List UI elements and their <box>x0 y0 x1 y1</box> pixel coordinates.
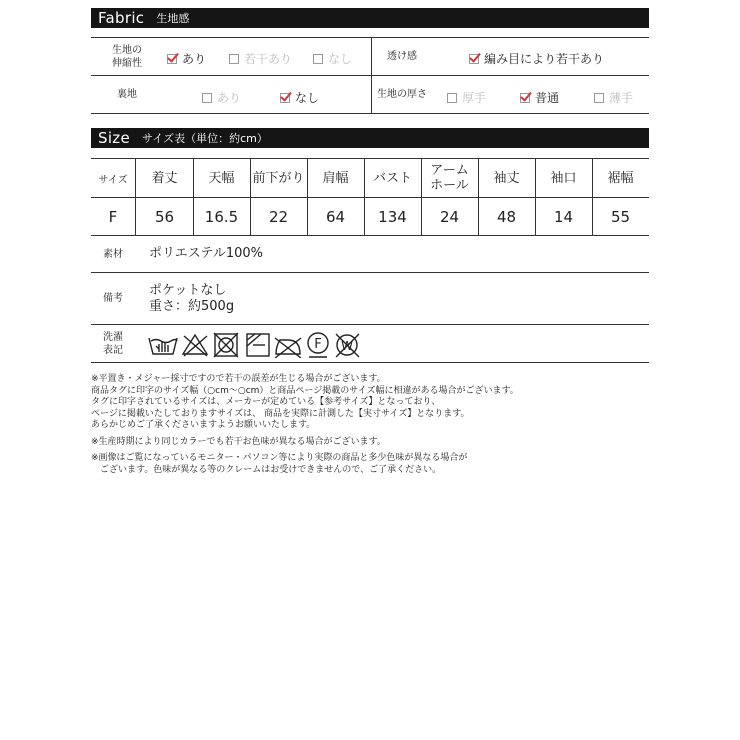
no-bleach-icon <box>183 335 207 356</box>
size-column-header: 肩幅 <box>322 170 349 186</box>
checkbox-empty-icon <box>313 54 323 64</box>
checkbox-checked-icon <box>469 54 479 64</box>
note-line: 商品タグに印字のサイズ幅（○cm〜○cm）と商品ページ掲載のサイズ幅に相違がある場合がございます。 <box>91 385 519 396</box>
size-value-cell: 24 <box>439 207 460 226</box>
remarks-label: 備考 <box>103 293 123 304</box>
note-line: あらかじめご了承くださいますようお願いいたします。 <box>91 420 316 430</box>
note-line: ※平置き・メジャー採寸ですので若干の誤差が生じる場合がございます。 <box>91 374 386 384</box>
size-column-header: 天幅 <box>208 170 235 186</box>
sheer-label: 透け感 <box>387 51 417 62</box>
size-rule-row <box>91 235 649 236</box>
size-value-label: F <box>108 207 118 226</box>
checkbox-empty-icon <box>447 93 457 103</box>
stretch-option-none: なし <box>313 50 352 67</box>
care-rule <box>91 362 649 363</box>
note-line: ※生産時期により同じカラーでも若干お色味が異なる場合がございます。 <box>91 436 386 447</box>
stretch-option-slight: 若干あり <box>229 50 292 67</box>
fabric-title: Fabric <box>98 9 145 27</box>
remarks-line-2: 重さ：約500g <box>149 299 235 314</box>
hand-wash-icon <box>149 338 177 354</box>
checkbox-empty-icon <box>229 54 239 64</box>
lining-option-no: なし <box>280 89 319 106</box>
stretch-option-yes: あり <box>167 50 206 67</box>
size-column-header: バスト <box>372 170 412 186</box>
material-value: ポリエステル100% <box>149 246 263 261</box>
size-column-header: 袖口 <box>550 170 577 186</box>
size-title: Size <box>98 129 130 147</box>
size-header-bar <box>91 128 649 148</box>
fabric-rule-bottom <box>91 113 649 114</box>
material-rule <box>91 272 649 273</box>
checkbox-checked-icon <box>167 54 177 64</box>
note-line: タグに印字されているサイズは、メーカーが定めている【参考サイズ】となっており、 <box>91 397 441 407</box>
size-value-cell: 56 <box>154 207 175 226</box>
sheer-option: 編み目により若干あり <box>469 50 604 67</box>
size-subtitle: サイズ表（単位：約cm） <box>142 132 268 145</box>
lining-option-yes: あり <box>202 89 241 106</box>
checkbox-checked-icon <box>280 93 290 103</box>
material-label: 素材 <box>103 248 123 260</box>
size-value-cell: 48 <box>496 207 517 226</box>
size-value-cell: 14 <box>553 207 574 226</box>
size-column-header: アーム ホール <box>430 163 469 193</box>
dry-clean-letter: F <box>314 337 322 352</box>
size-value-cell: 134 <box>378 207 407 226</box>
stretch-label: 生地の 伸縮性 <box>112 44 142 69</box>
lining-label: 裏地 <box>117 89 137 100</box>
thickness-label: 生地の厚さ <box>377 89 427 100</box>
care-icons <box>147 330 367 358</box>
thickness-option-thin: 薄手 <box>594 89 633 106</box>
remarks-rule <box>91 324 649 325</box>
size-column-header: 着丈 <box>151 170 178 186</box>
size-value-cell: 55 <box>610 207 631 226</box>
fabric-rule-mid <box>91 75 649 76</box>
size-column-header: 裾幅 <box>607 170 634 186</box>
size-value-cell: 16.5 <box>204 207 239 226</box>
fabric-subtitle: 生地感 <box>156 12 190 25</box>
thickness-option-thick: 厚手 <box>447 89 486 106</box>
size-value-cell: 64 <box>325 207 346 226</box>
note-line: ございます。色味が異なる等のクレームはお受けできませんので、ご了承ください。 <box>91 464 442 475</box>
wet-clean-letter: W <box>341 339 353 353</box>
no-wet-clean-icon <box>336 334 359 357</box>
checkbox-empty-icon <box>202 93 212 103</box>
remarks-line-1: ポケットなし <box>149 283 227 298</box>
fabric-header-bar <box>91 8 649 28</box>
thickness-option-normal: 普通 <box>520 89 559 106</box>
note-line: ページに掲載いたしておりますサイズは、 商品を実際に計測した【実寸サイズ】となります。 <box>91 408 470 419</box>
care-label: 洗濯 表記 <box>103 331 123 356</box>
note-line: ※画像はご覧になっているモニター・パソコン等により実際の商品と多少色味が異なる場合が <box>91 453 468 463</box>
no-iron-icon <box>275 338 301 358</box>
fabric-rule-top <box>91 37 649 38</box>
no-tumble-dry-icon <box>214 333 238 357</box>
checkbox-checked-icon <box>520 93 530 103</box>
size-column-header: 前下がり <box>252 170 305 186</box>
notes-block <box>91 374 651 476</box>
size-value-cell: 22 <box>268 207 289 226</box>
line-dry-shade-icon <box>247 334 269 356</box>
dry-clean-f-icon <box>308 333 328 357</box>
checkbox-empty-icon <box>594 93 604 103</box>
size-column-header: 袖丈 <box>493 170 520 186</box>
size-row-label: サイズ <box>98 174 128 186</box>
